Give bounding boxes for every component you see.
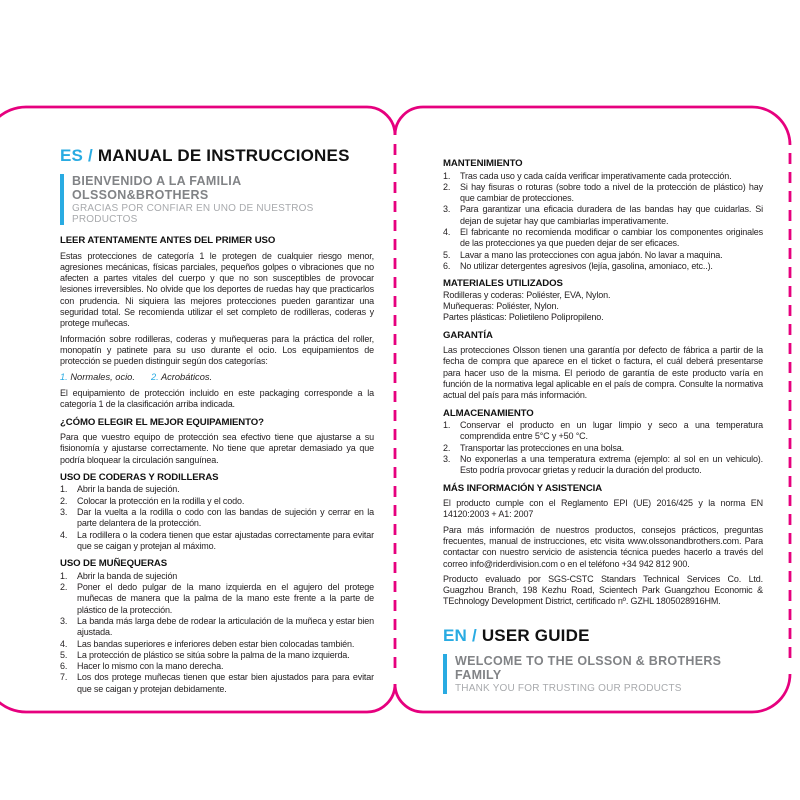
right-panel-top-border — [395, 107, 790, 145]
list-item-text: Transportar las protecciones en una bolsa. — [460, 442, 624, 453]
list-item-text: Conservar el producto en un lugar limpio y seco a una temperatura comprendida entre 5°C y +50 °C. — [460, 420, 763, 442]
welcome-subtitle-en: THANK YOU FOR TRUSTING OUR PRODUCTS — [455, 682, 682, 694]
list-item — [60, 616, 374, 639]
paragraph: Para que vuestro equipo de protección sea efectivo tiene que ajustarse a su fisionomía y ajustarse correctamente. No tiene que apretar demasiado ya que podría bloquear la circulación sanguínea. — [60, 432, 374, 465]
list-item — [60, 650, 374, 661]
list-item-text: Lavar a mano las protecciones con agua jabón. No lavar a maquina. — [460, 249, 723, 260]
welcome-title-es: BIENVENIDO A LA FAMILIA OLSSON&BROTHERS — [72, 174, 241, 202]
list-item-text: No utilizar detergentes agresivos (lejía, gasolina, amoniaco, etc..). — [460, 260, 713, 271]
list-item — [60, 507, 374, 530]
list-number: 7. — [60, 672, 68, 683]
page-left-es — [60, 146, 374, 695]
page-title-text-en: USER GUIDE — [481, 625, 590, 645]
list-item — [443, 171, 763, 182]
list-number: 5. — [60, 649, 68, 660]
paragraph: Las protecciones Olsson tienen una garantía por defecto de fábrica a partir de la fecha de compra que aparece en el ticket o factura, el cuál deberá presentarse para hacer uso de la misma. El periodo de garantía de este producto varía en función de la normativa legal aplicable en el país de compra. Consulte la normativa actual del país para más información. — [443, 345, 763, 401]
list-number: 3. — [60, 507, 68, 518]
list-item-text: Los dos protege muñecas tienen que estar bien ajustados para para evitar que se caigan y protejan debidamente. — [77, 672, 374, 694]
en-guide-header — [443, 626, 763, 694]
list-item-text: Tras cada uso y cada caída verificar imperativamente cada protección. — [460, 170, 732, 181]
section-heading: ¿CÓMO ELEGIR EL MEJOR EQUIPAMIENTO? — [60, 416, 264, 428]
section-heading: MÁS INFORMACIÓN Y ASISTENCIA — [443, 482, 603, 494]
language-code-en: EN / — [443, 625, 477, 645]
sections-right — [443, 158, 763, 608]
numbered-list — [443, 171, 763, 273]
list-item-text: Si hay fisuras o roturas (sobre todo a nivel de la protección de plástico) hay que cambiar de protecciones. — [460, 181, 763, 204]
page-title-es — [60, 146, 374, 166]
welcome-block-en — [443, 654, 763, 694]
section-heading: GARANTÍA — [443, 329, 493, 341]
list-number: 2. — [60, 495, 68, 506]
list-number: 4. — [60, 529, 68, 540]
list-item — [443, 227, 763, 250]
section-heading: MANTENIMIENTO — [443, 158, 523, 169]
list-item-text: El fabricante no recomienda modificar o cambiar los componentes originales de las protecciones ya que pueden dejar de ser eficaces. — [460, 226, 763, 249]
category-number: 1. — [60, 372, 71, 383]
section-heading: ALMACENAMIENTO — [443, 407, 534, 419]
list-number: 1. — [443, 420, 451, 431]
page-title-en — [443, 626, 763, 646]
left-panel-top-border — [0, 107, 395, 149]
list-item — [60, 496, 374, 507]
list-item-text: Hacer lo mismo con la mano derecha. — [77, 661, 224, 672]
category-number: 2. — [150, 372, 161, 383]
list-number: 1. — [60, 484, 68, 495]
numbered-list — [443, 420, 763, 476]
list-number: 3. — [60, 615, 68, 626]
list-item-text: No exponerlas a una temperatura extrema (ejemplo: al sol en un vehiculo). Esto podría provocar grietas y reducir la duración del producto. — [460, 453, 763, 476]
paragraph: Estas protecciones de categoría 1 le protegen de cualquier riesgo menor, agresiones mecánicas, físicas parciales, pequeños golpes o vibraciones que no afecten a partes vitales del cuerpo y que no son susceptibles de provocar lesiones irreversibles. No olvide que los deportes de ruedas hay que practicarlos con prudencia. Ni siquiera las mejores protecciones pueden garantizar una seguridad total. Se recomienda utilizar el set completo de rodilleras, coderas y protege muñecas. — [60, 250, 374, 329]
list-number: 6. — [60, 661, 68, 672]
list-item — [60, 571, 374, 582]
list-item — [443, 261, 763, 272]
list-number: 1. — [60, 570, 68, 581]
sections-es — [60, 235, 374, 695]
paragraph: Para más información de nuestros productos, consejos prácticos, preguntas frecuentes, manual de instrucciones, etc visita www.olssonandbrothers.com. Para contactar con nuestro servicio de asistencia técnica puedes hacerlo a través del correo info@riderdivision.com o en el teléfono +34 942 812 900. — [443, 524, 763, 569]
list-item-text: Colocar la protección en la rodilla y el codo. — [77, 495, 245, 506]
list-number: 3. — [443, 204, 451, 215]
page-right-en — [443, 152, 763, 704]
list-item-text: La protección de plástico se sitúa sobre la palma de la mano izquierda. — [77, 649, 350, 660]
list-number: 4. — [60, 638, 68, 649]
list-item — [443, 420, 763, 443]
list-item-text: Las bandas superiores e inferiores deben estar bien colocadas también. — [77, 638, 355, 649]
list-item-text: Poner el dedo pulgar de la mano izquierda en el agujero del protege muñecas de manera que la palma de la mano este frente a la parte de plástico de la protección. — [77, 582, 374, 615]
list-item — [60, 661, 374, 672]
page-title-text-es: MANUAL DE INSTRUCCIONES — [97, 146, 350, 165]
list-item — [60, 530, 374, 553]
numbered-list — [60, 484, 374, 552]
list-number: 3. — [443, 453, 451, 464]
numbered-list — [60, 571, 374, 695]
list-item — [443, 204, 763, 227]
list-number: 1. — [443, 170, 451, 181]
list-number: 2. — [60, 582, 68, 593]
language-code-es: ES / — [60, 146, 93, 165]
paragraph: El producto cumple con el Reglamento EPI (UE) 2016/425 y la norma EN 14120:2003 + A1: 2007 — [443, 498, 763, 520]
section-heading: LEER ATENTAMENTE ANTES DEL PRIMER USO — [60, 235, 276, 246]
welcome-title-en: WELCOME TO THE OLSSON & BROTHERS FAMILY — [455, 653, 722, 682]
list-item — [60, 582, 374, 616]
welcome-subtitle-es: GRACIAS POR CONFIAR EN UNO DE NUESTROS PRODUCTOS — [72, 203, 314, 225]
list-number: 6. — [443, 260, 451, 271]
welcome-block-es — [60, 174, 374, 225]
section-heading: MATERIALES UTILIZADOS — [443, 278, 563, 290]
list-item-text: La rodillera o la codera tienen que estar ajustadas correctamente para evitar que se caigan y protejan al máximo. — [77, 529, 374, 551]
list-item-text: Abrir la banda de sujeción. — [77, 484, 180, 495]
list-item — [60, 484, 374, 495]
list-item — [60, 672, 374, 695]
list-number: 5. — [443, 249, 451, 260]
list-item — [60, 639, 374, 650]
list-item-text: Dar la vuelta a la rodilla o codo con las bandas de sujeción y cerrar en la parte delantera de la protección. — [77, 507, 374, 529]
list-item-text: Abrir la banda de sujeción — [77, 570, 178, 581]
paragraph: Información sobre rodilleras, coderas y muñequeras para la práctica del roller, monopatín y patinete para su uso durante el ocio. Los equipamientos de protección se pueden distinguir según dos categorías: — [60, 333, 374, 367]
list-item — [443, 250, 763, 261]
list-item-text: La banda más larga debe de rodear la articulación de la muñeca y estar bien ajustada. — [77, 615, 374, 638]
section-heading: USO DE CODERAS Y RODILLERAS — [60, 471, 219, 483]
section-heading: USO DE MUÑEQUERAS — [60, 558, 168, 570]
list-item — [443, 454, 763, 477]
category-line — [60, 372, 374, 384]
list-item-text: Para garantizar una eficacia duradera de las bandas hay que cuidarlas. Si dejan de sujetar hay que cambiarlas imperativamente. — [460, 204, 763, 226]
text-line: Muñequeras: Poliéster, Nylon. — [443, 300, 559, 311]
list-number: 2. — [443, 442, 451, 453]
paragraph: El equipamiento de protección incluido en este packaging corresponde a la categoría 1 de la clasificación arriba indicada. — [60, 387, 374, 410]
text-line: Rodilleras y coderas: Poliéster, EVA, Nylon. — [443, 289, 611, 300]
category-label: Normales, ocio. — [70, 372, 135, 383]
list-item — [443, 182, 763, 205]
list-item — [443, 443, 763, 454]
list-number: 4. — [443, 226, 451, 237]
text-line: Partes plásticas: Polietileno Polipropileno. — [443, 312, 604, 323]
list-number: 2. — [443, 181, 451, 192]
category-label: Acrobáticos. — [160, 372, 213, 383]
paragraph: Producto evaluado por SGS-CSTC Standars Technical Services Co. Ltd. Guagzhou Branch, 198 Kezhu Road, Scientech Park Guangzhou Economic & TEchnology Development District, certificado nº. GZHL 1805028916HM. — [443, 573, 763, 607]
